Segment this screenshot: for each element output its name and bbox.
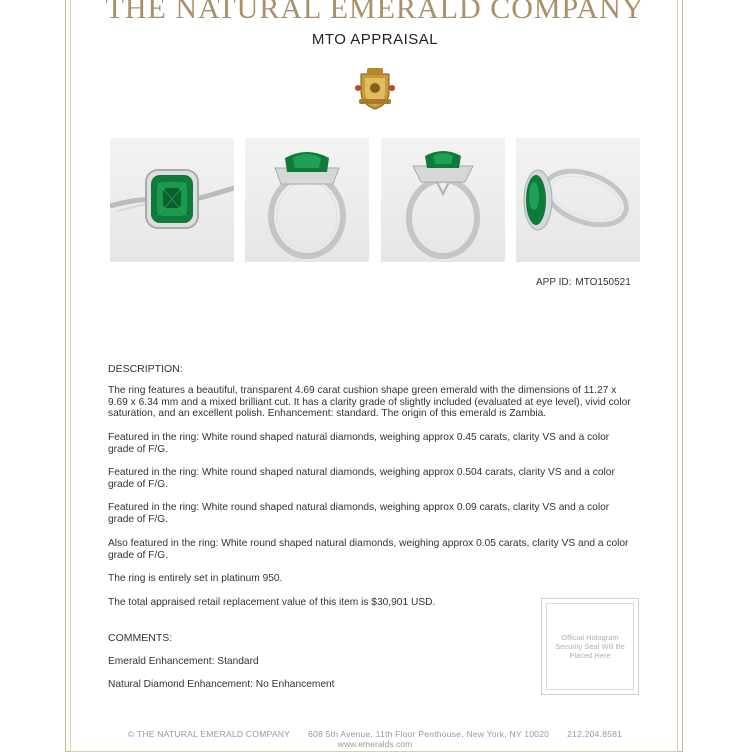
- footer-phone: 212.204.8581: [567, 729, 623, 739]
- description-paragraph: Featured in the ring: White round shaped natural diamonds, weighing approx 0.09 carats, clarity VS and a color grade of F/G.: [108, 502, 610, 525]
- ring-photo-angle-view: [516, 138, 640, 262]
- comments-heading: COMMENTS:: [108, 632, 173, 644]
- app-id-label: APP ID:: [536, 277, 572, 288]
- appraised-value: The total appraised retail replacement value of this item is $30,901 USD.: [108, 597, 436, 608]
- footer: [0, 729, 750, 739]
- ring-photo-top-view: [110, 138, 234, 262]
- company-title: THE NATURAL EMERALD COMPANY: [105, 0, 645, 25]
- comment-item: Natural Diamond Enhancement: No Enhancement: [108, 679, 335, 690]
- description-paragraph: Featured in the ring: White round shaped natural diamonds, weighing approx 0.504 carats, clarity VS and a color grade of F/G.: [108, 467, 615, 490]
- hologram-seal-text: Official Hologram Security Seal Will Be Placed Here: [546, 603, 634, 690]
- footer-copyright: © THE NATURAL EMERALD COMPANY: [127, 729, 291, 739]
- app-id-value: MTO150521: [575, 277, 631, 288]
- description-paragraph: The ring is entirely set in platinum 950.: [108, 573, 283, 584]
- comment-item: Emerald Enhancement: Standard: [108, 656, 259, 667]
- ring-photo-front-view: [245, 138, 369, 262]
- document-title: MTO APPRAISAL: [311, 31, 439, 48]
- hologram-seal-placeholder: [541, 598, 639, 695]
- footer-website: www.emeralds.com: [337, 739, 413, 749]
- description-paragraph: Featured in the ring: White round shaped natural diamonds, weighing approx 0.45 carats, clarity VS and a color grade of F/G.: [108, 432, 610, 455]
- app-id: [536, 277, 631, 288]
- description-paragraph: Also featured in the ring: White round shaped natural diamonds, weighing approx 0.05 carats, clarity VS and a color grade of F/G.: [108, 538, 629, 561]
- gold-crest-icon: [355, 66, 395, 110]
- description-heading: DESCRIPTION:: [108, 363, 183, 375]
- ring-photo-side-view: [381, 138, 505, 262]
- description-paragraph: The ring features a beautiful, transparent 4.69 carat cushion shape green emerald with the dimensions of 11.27 x 9.69 x 6.34 mm and a mixed brilliant cut. It has a clarity grade of slightly included (evaluated at eye level), vivid color saturation, and an excellent polish. Enhancement: standard. The origin of this emerald is Zambia.: [108, 385, 631, 420]
- footer-address: 608 5th Avenue, 11th Floor Penthouse, New York, NY 10020: [308, 729, 550, 739]
